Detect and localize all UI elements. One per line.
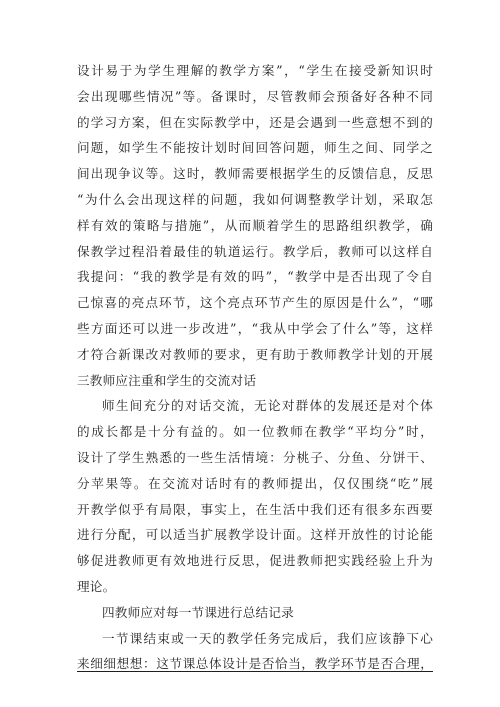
paragraph-line: 分苹果等。在交流对话时有的教师提出，仅仅围绕“吃”展 — [77, 475, 433, 491]
paragraph-line: 设计了学生熟悉的一些生活情境：分桃子、分鱼、分饼干、 — [77, 449, 433, 465]
paragraph-line: 开教学似乎有局限，事实上，在生活中我们还有很多东西要 — [77, 501, 433, 517]
section-heading: 三教师应注重和学生的交流对话 — [77, 372, 257, 388]
paragraph-line: 间出现争议等。这时，教师需要根据学生的反馈信息，反思 — [77, 166, 433, 182]
paragraph-line: 的学习方案，但在实际教学中，还是会遇到一些意想不到的 — [77, 114, 433, 130]
paragraph-line: 设计易于为学生理解的教学方案”，“学生在接受新知识时 — [77, 63, 433, 78]
document-page — [77, 58, 433, 677]
paragraph-line: 会出现哪些情况”等。备课时，尽管教师会预备好各种不同 — [77, 88, 433, 104]
paragraph-line: “为什么会出现这样的问题，我如何调整教学计划，采取怎 — [77, 191, 433, 207]
paragraph-line: 保教学过程沿着最佳的轨道运行。教学后，教师可以这样自 — [77, 243, 433, 259]
paragraph-line: 问题，如学生不能按计划时间回答问题，师生之间、同学之 — [77, 140, 433, 156]
paragraph-line: 一节课结束或一天的教学任务完成后，我们应该静下心 — [102, 630, 433, 646]
paragraph-line: 样有效的策略与措施”，从而顺着学生的思路组织教学，确 — [77, 217, 433, 233]
paragraph-line: 些方面还可以进一步改进”，“我从中学会了什么”等，这样 — [77, 320, 433, 336]
paragraph-line: 师生间充分的对话交流，无论对群体的发展还是对个体 — [102, 398, 433, 414]
paragraph-line: 够促进教师更有效地进行反思，促进教师把实践经验上升为 — [77, 553, 433, 569]
section-heading: 四教师应对每一节课进行总结记录 — [102, 604, 294, 620]
paragraph-line: 理论。 — [77, 578, 116, 594]
paragraph-line: 进行分配，可以适当扩展教学设计面。这样开放性的讨论能 — [77, 527, 433, 543]
paragraph-line: 的成长都是十分有益的。如一位教师在教学“平均分”时， — [77, 424, 433, 440]
paragraph-line: 我提问：“我的教学是有效的吗”，“教学中是否出现了令自 — [77, 269, 433, 285]
paragraph-line: 来细细想想：这节课总体设计是否恰当，教学环节是否合理， — [77, 656, 433, 672]
paragraph-line: 才符合新课改对教师的要求，更有助于教师教学计划的开展 — [77, 346, 433, 362]
paragraph-line: 己惊喜的亮点环节，这个亮点环节产生的原因是什么”，“哪 — [77, 295, 433, 311]
